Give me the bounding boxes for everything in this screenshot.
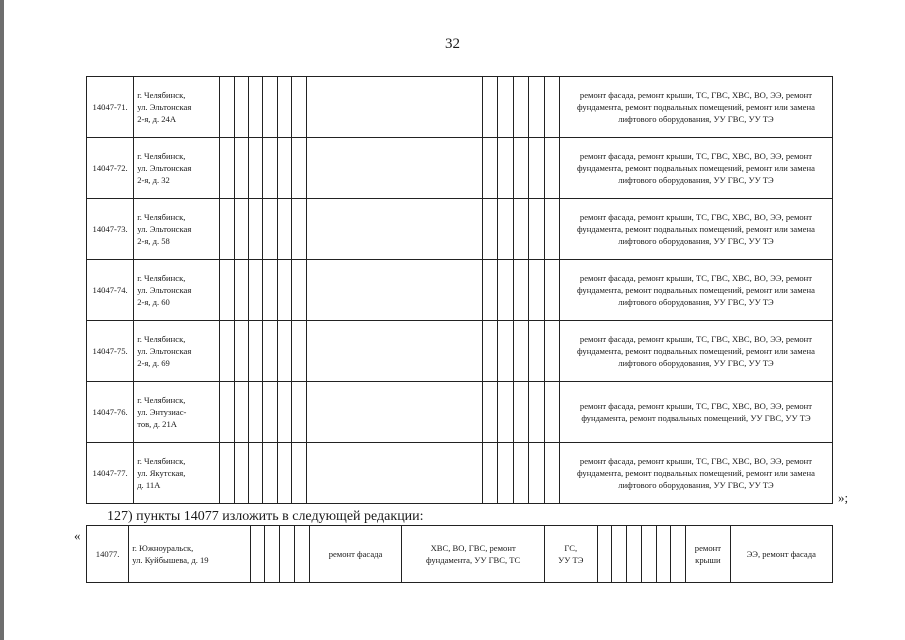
table-row [87, 382, 833, 443]
empty-cell [263, 77, 277, 138]
empty-cell [292, 443, 306, 504]
amendment-instruction: 127) пункты 14077 изложить в следующей редакции: [107, 509, 424, 524]
empty-cell [529, 138, 544, 199]
row-works: ремонт фасада, ремонт крыши, ТС, ГВС, ХВС, ВО, ЭЭ, ремонт фундамента, ремонт подвальных помещений, ремонт или замена лифтового оборудования, УУ ГВС, УУ ТЭ [559, 199, 832, 260]
empty-cell [277, 321, 291, 382]
empty-cell [277, 260, 291, 321]
empty-cell [234, 321, 248, 382]
row-address: г. Южноуральск, ул. Куйбышева, д. 19 [129, 526, 250, 583]
row-number: 14077. [87, 526, 129, 583]
table-row [87, 199, 833, 260]
empty-cell [544, 77, 559, 138]
empty-cell [513, 199, 528, 260]
empty-cell [220, 321, 234, 382]
empty-cell [306, 321, 482, 382]
empty-cell [263, 260, 277, 321]
empty-cell [544, 443, 559, 504]
empty-cell [280, 526, 295, 583]
empty-cell [627, 526, 642, 583]
empty-cell [529, 443, 544, 504]
row-works: ремонт фасада, ремонт крыши, ТС, ГВС, ХВС, ВО, ЭЭ, ремонт фундамента, ремонт подвальных помещений, УУ ГВС, УУ ТЭ [559, 382, 832, 443]
empty-cell [263, 138, 277, 199]
empty-cell [294, 526, 309, 583]
empty-cell [513, 443, 528, 504]
row-works: ремонт фасада, ремонт крыши, ТС, ГВС, ХВС, ВО, ЭЭ, ремонт фундамента, ремонт подвальных помещений, ремонт или замена лифтового оборудования, УУ ГВС, УУ ТЭ [559, 138, 832, 199]
empty-cell [263, 443, 277, 504]
empty-cell [220, 382, 234, 443]
empty-cell [483, 77, 498, 138]
empty-cell [292, 382, 306, 443]
empty-cell [498, 199, 513, 260]
row-number: 14047-76. [87, 382, 134, 443]
empty-cell [641, 526, 656, 583]
empty-cell [234, 260, 248, 321]
table-row [87, 321, 833, 382]
empty-cell [483, 382, 498, 443]
table-row [87, 138, 833, 199]
empty-cell [292, 321, 306, 382]
empty-cell [498, 382, 513, 443]
row-address: г. Челябинск, ул. Эльтонская 2-я, д. 60 [134, 260, 220, 321]
empty-cell [249, 138, 263, 199]
empty-cell [277, 382, 291, 443]
empty-cell [513, 138, 528, 199]
replacement-table [86, 525, 833, 583]
row-address: г. Челябинск, ул. Эльтонская 2-я, д. 69 [134, 321, 220, 382]
empty-cell [544, 138, 559, 199]
empty-cell [277, 443, 291, 504]
empty-cell [277, 199, 291, 260]
empty-cell [306, 77, 482, 138]
empty-cell [277, 77, 291, 138]
empty-cell [220, 199, 234, 260]
empty-cell [306, 138, 482, 199]
row-work-1: ремонт фасада [309, 526, 402, 583]
empty-cell [529, 382, 544, 443]
empty-cell [249, 443, 263, 504]
empty-cell [513, 77, 528, 138]
empty-cell [220, 260, 234, 321]
empty-cell [234, 77, 248, 138]
empty-cell [597, 526, 612, 583]
page-number: 32 [445, 36, 460, 52]
empty-cell [498, 138, 513, 199]
empty-cell [234, 443, 248, 504]
row-work-4: ремонт крыши [686, 526, 730, 583]
empty-cell [513, 260, 528, 321]
empty-cell [306, 382, 482, 443]
empty-cell [544, 199, 559, 260]
empty-cell [249, 77, 263, 138]
empty-cell [292, 199, 306, 260]
empty-cell [263, 199, 277, 260]
row-number: 14047-71. [87, 77, 134, 138]
table-row [87, 77, 833, 138]
row-address: г. Челябинск, ул. Эльтонская 2-я, д. 32 [134, 138, 220, 199]
empty-cell [498, 260, 513, 321]
row-number: 14047-74. [87, 260, 134, 321]
empty-cell [529, 199, 544, 260]
empty-cell [249, 260, 263, 321]
row-works: ремонт фасада, ремонт крыши, ТС, ГВС, ХВС, ВО, ЭЭ, ремонт фундамента, ремонт подвальных помещений, ремонт или замена лифтового оборудования, УУ ГВС, УУ ТЭ [559, 443, 832, 504]
row-works: ремонт фасада, ремонт крыши, ТС, ГВС, ХВС, ВО, ЭЭ, ремонт фундамента, ремонт подвальных помещений, ремонт или замена лифтового оборудования, УУ ГВС, УУ ТЭ [559, 77, 832, 138]
empty-cell [671, 526, 686, 583]
empty-cell [306, 260, 482, 321]
empty-cell [220, 138, 234, 199]
empty-cell [292, 260, 306, 321]
empty-cell [250, 526, 265, 583]
empty-cell [483, 199, 498, 260]
empty-cell [306, 199, 482, 260]
empty-cell [265, 526, 280, 583]
row-number: 14047-77. [87, 443, 134, 504]
empty-cell [263, 382, 277, 443]
table-row [87, 443, 833, 504]
empty-cell [292, 138, 306, 199]
table-row [87, 260, 833, 321]
row-number: 14047-75. [87, 321, 134, 382]
empty-cell [483, 443, 498, 504]
continuation-table [86, 76, 833, 504]
empty-cell [234, 382, 248, 443]
empty-cell [292, 77, 306, 138]
empty-cell [513, 382, 528, 443]
empty-cell [249, 382, 263, 443]
row-number: 14047-73. [87, 199, 134, 260]
empty-cell [498, 321, 513, 382]
empty-cell [612, 526, 627, 583]
empty-cell [220, 77, 234, 138]
opening-quote: « [74, 528, 81, 543]
empty-cell [483, 260, 498, 321]
empty-cell [234, 138, 248, 199]
row-address: г. Челябинск, ул. Энтузиас- тов, д. 21А [134, 382, 220, 443]
row-works: ремонт фасада, ремонт крыши, ТС, ГВС, ХВС, ВО, ЭЭ, ремонт фундамента, ремонт подвальных помещений, ремонт или замена лифтового оборудования, УУ ГВС, УУ ТЭ [559, 260, 832, 321]
table-row-14077 [87, 526, 833, 583]
empty-cell [544, 260, 559, 321]
empty-cell [263, 321, 277, 382]
empty-cell [544, 382, 559, 443]
empty-cell [483, 321, 498, 382]
empty-cell [220, 443, 234, 504]
empty-cell [498, 443, 513, 504]
row-work-2: ХВС, ВО, ГВС, ремонт фундамента, УУ ГВС, ТС [402, 526, 544, 583]
empty-cell [249, 199, 263, 260]
empty-cell [249, 321, 263, 382]
empty-cell [529, 77, 544, 138]
empty-cell [656, 526, 671, 583]
row-work-3: ГС, УУ ТЭ [544, 526, 597, 583]
empty-cell [277, 138, 291, 199]
empty-cell [483, 138, 498, 199]
empty-cell [234, 199, 248, 260]
row-work-5: ЭЭ, ремонт фасада [730, 526, 832, 583]
row-works: ремонт фасада, ремонт крыши, ТС, ГВС, ХВС, ВО, ЭЭ, ремонт фундамента, ремонт подвальных помещений, ремонт или замена лифтового оборудования, УУ ГВС, УУ ТЭ [559, 321, 832, 382]
row-address: г. Челябинск, ул. Якутская, д. 11А [134, 443, 220, 504]
row-address: г. Челябинск, ул. Эльтонская 2-я, д. 24А [134, 77, 220, 138]
empty-cell [513, 321, 528, 382]
row-number: 14047-72. [87, 138, 134, 199]
row-address: г. Челябинск, ул. Эльтонская 2-я, д. 58 [134, 199, 220, 260]
page-edge [0, 0, 4, 640]
empty-cell [529, 321, 544, 382]
closing-quote: »; [838, 490, 849, 505]
empty-cell [529, 260, 544, 321]
empty-cell [498, 77, 513, 138]
empty-cell [306, 443, 482, 504]
empty-cell [544, 321, 559, 382]
